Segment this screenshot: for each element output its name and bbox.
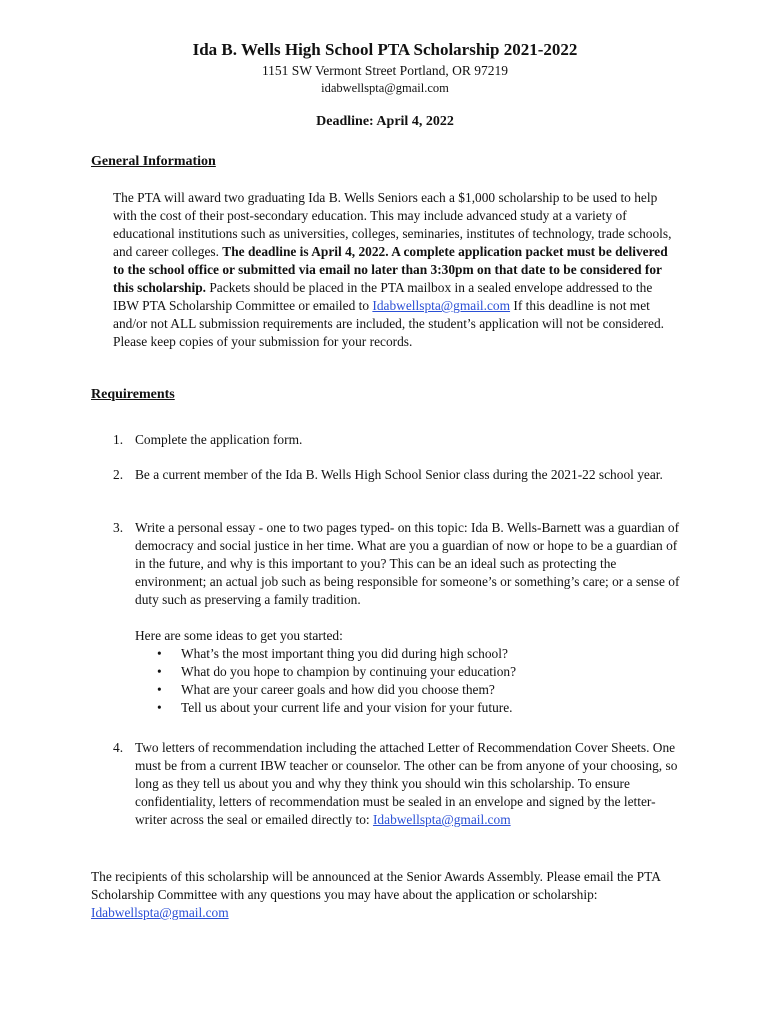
general-information-paragraph (113, 189, 673, 351)
list-item: • What do you hope to champion by continuing your education? (157, 663, 677, 681)
general-text-1: The PTA will award two graduating Ida B. Wells Seniors each a $1,000 scholarship to be used to help with the cost of their post-secondary education. This may include advanced study at a variety of educational institutions such as universities, colleges, seminaries, institutes of technology, trade schools, and career colleges. (113, 190, 672, 259)
requirement-number: 2. (113, 467, 124, 482)
requirement-number: 4. (113, 740, 124, 755)
general-deadline-bold: The deadline is April 4, 2022. A complete application packet must be delivered to the school office or submitted via email no later than 3:30pm on that date to be considered for this scholarship. (113, 244, 668, 295)
closing-text: The recipients of this scholarship will be announced at the Senior Awards Assembly. Please email the PTA Scholarship Committee with any questions you may have about the application or scholarship: (91, 869, 661, 902)
ideas-intro: Here are some ideas to get you started: (135, 628, 343, 643)
list-item: • What’s the most important thing you did during high school? (157, 645, 677, 663)
requirement-item-2 (113, 466, 685, 484)
document-title: Ida B. Wells High School PTA Scholarship 2021-2022 (192, 40, 578, 59)
contact-email: idabwellspta@gmail.com (321, 81, 449, 95)
list-item: • Tell us about your current life and your vision for your future. (157, 699, 677, 717)
closing-paragraph (91, 868, 691, 922)
requirement-item-4 (113, 739, 685, 829)
school-address: 1151 SW Vermont Street Portland, OR 97219 (261, 63, 509, 78)
requirement-item-1 (113, 431, 685, 449)
general-text-2: Packets should be placed in the PTA mailbox in a sealed envelope addressed to the IBW PTA Scholarship Committee or emailed to (113, 280, 653, 313)
requirement-item-3 (113, 519, 685, 609)
requirement-4-text: Two letters of recommendation including the attached Letter of Recommendation Cover Sheets. One must be from a current IBW teacher or counselor. The other can be from anyone of your choosing, so long as they tell us about you and why they think you should win this scholarship. To ensure confidentiality, letters of recommendation must be sealed in an envelope and signed by the letter- writer across the seal or emailed directly to: (135, 740, 678, 827)
requirement-email-link[interactable]: Idabwellspta@gmail.com (372, 812, 511, 827)
deadline-heading: Deadline: April 4, 2022 (316, 114, 454, 129)
requirement-text: Write a personal essay - one to two pages typed- on this topic: Ida B. Wells-Barnett was a guardian of democracy and social justice in her time. What are you a guardian of now or hope to be a guardian of in the future, and why is this important to you? This can be an ideal such as protecting the environment; an actual job such as being responsible for someone’s or something’s care; or a sense of duty such as preserving a family tradition. (135, 520, 680, 607)
general-email-link[interactable]: Idabwellspta@gmail.com (372, 298, 511, 313)
requirement-number: 1. (113, 432, 124, 447)
requirement-text: Complete the application form. (135, 432, 303, 447)
general-text-3: If this deadline is not met and/or not ALL submission requirements are included, the student’s application will not be considered. Please keep copies of your submission for your records. (113, 298, 665, 349)
list-item: • What are your career goals and how did you choose them? (157, 681, 677, 699)
ideas-list (157, 645, 677, 717)
general-information-heading: General Information (91, 154, 216, 169)
closing-email-link[interactable]: Idabwellspta@gmail.com (91, 905, 229, 920)
requirement-number: 3. (113, 520, 124, 535)
requirements-heading: Requirements (91, 387, 175, 402)
requirement-text: Be a current member of the Ida B. Wells High School Senior class during the 2021-22 school year. (135, 467, 663, 482)
requirement-text (135, 739, 685, 829)
